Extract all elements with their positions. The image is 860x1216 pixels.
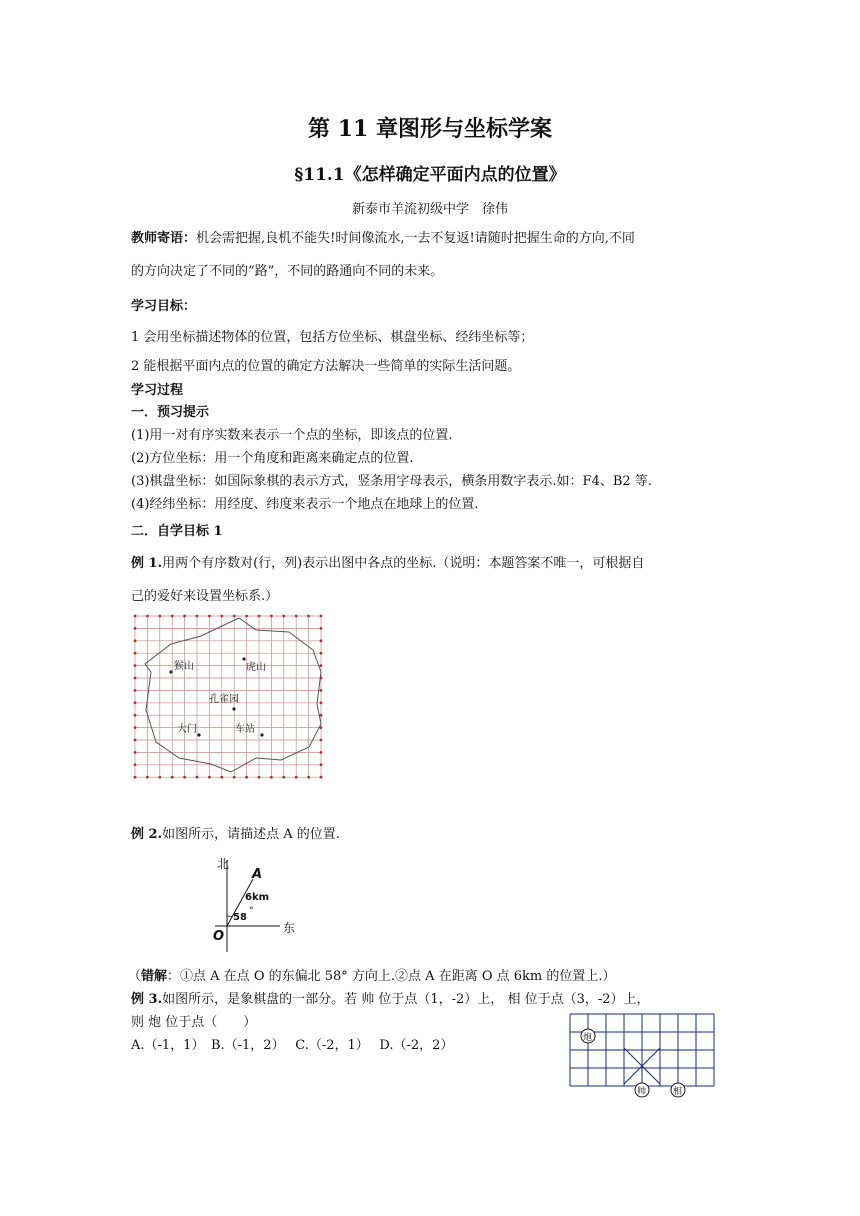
map-label-kongqueyuan: 孔雀园 <box>209 694 239 705</box>
map-grid-node <box>208 615 211 618</box>
example3-line2: 则 炮 位于点（ ） <box>131 1015 257 1030</box>
map-grid-node <box>134 615 137 618</box>
map-grid-node <box>134 751 137 754</box>
chess-board-figure <box>566 1012 720 1104</box>
answer-options: A.（-1，1） B.（-1，2） C.（-2，1） D.（-2，2） <box>131 1038 454 1053</box>
map-point-damen <box>197 733 200 736</box>
map-grid-node <box>233 615 236 618</box>
map-point-hushan <box>242 657 245 660</box>
map-grid-node <box>320 639 323 642</box>
map-grid-node <box>134 726 137 729</box>
goal-1: 1 会用坐标描述物体的位置，包括方位坐标、棋盘坐标、经纬坐标等； <box>131 330 534 345</box>
map-grid-node <box>134 652 137 655</box>
map-grid-node <box>320 776 323 779</box>
chess-grid <box>570 1014 714 1086</box>
map-point-chezhan <box>260 733 263 736</box>
map-grid-node <box>220 615 223 618</box>
map-grid-node <box>134 639 137 642</box>
map-grid-node <box>146 776 149 779</box>
xiang-piece-label: 相 <box>673 1087 683 1097</box>
map-grid-node <box>245 615 248 618</box>
hint-1: (1)用一对有序实数来表示一个点的坐标，即该点的位置. <box>131 428 453 443</box>
map-grid-node <box>320 739 323 742</box>
map-grid-node <box>320 714 323 717</box>
example1-line1: 用两个有序数对(行，列)表示出图中各点的坐标.（说明：本题答案不唯一，可根据自 <box>162 556 645 571</box>
example1-label: 例 1. <box>131 556 163 571</box>
teacher-message-label: 教师寄语： <box>131 231 197 246</box>
map-grid-node <box>307 615 310 618</box>
error-open: （ <box>128 969 142 984</box>
example3 <box>131 988 650 1007</box>
example2-text: 如图所示，请描述点 A 的位置. <box>162 827 340 842</box>
map-label-houshan: 猴山 <box>174 661 194 672</box>
map-grid-node <box>208 776 211 779</box>
teacher-message-line2: 的方向决定了不同的“路”，不同的路通向不同的未来。 <box>131 264 444 279</box>
map-grid-node <box>134 627 137 630</box>
angle-unit: ° <box>249 906 254 916</box>
map-grid-node <box>320 701 323 704</box>
map-grid-node <box>320 763 323 766</box>
point-a-label: A <box>252 867 263 882</box>
map-grid-node <box>196 776 199 779</box>
map-grid-figure <box>131 612 331 786</box>
section1-heading: 一．预习提示 <box>131 405 210 420</box>
process-heading: 学习过程 <box>131 383 184 398</box>
map-grid-node <box>307 776 310 779</box>
map-grid-node <box>270 776 273 779</box>
origin-label: O <box>213 929 225 944</box>
map-grid-node <box>320 689 323 692</box>
map-grid-node <box>134 776 137 779</box>
map-grid-node <box>171 776 174 779</box>
error-solution <box>128 965 616 984</box>
map-grid-node <box>134 763 137 766</box>
map-grid-node <box>320 664 323 667</box>
map-grid-node <box>183 776 186 779</box>
error-text: ：①点 A 在点 O 的东偏北 58° 方向上.②点 A 在距离 O 点 6km 的位置上.） <box>167 969 616 984</box>
map-grid-node <box>282 776 285 779</box>
map-point-kongqueyuan <box>232 707 235 710</box>
map-grid-node <box>258 615 261 618</box>
map-grid-node <box>258 776 261 779</box>
map-grid-node <box>134 714 137 717</box>
map-grid-node <box>134 701 137 704</box>
map-grid-node <box>146 615 149 618</box>
section-subtitle: §11.1《怎样确定平面内点的位置》 <box>294 165 566 185</box>
map-grid-node <box>233 776 236 779</box>
map-grid-node <box>320 751 323 754</box>
pao-piece-label: 炮 <box>583 1033 593 1043</box>
map-grid-node <box>134 689 137 692</box>
map-label-damen: 大门 <box>177 724 197 735</box>
map-grid-node <box>134 677 137 680</box>
shuai-piece-label: 帅 <box>637 1087 647 1097</box>
section2-heading: 二．自学目标 1 <box>131 524 223 539</box>
map-grid-node <box>320 615 323 618</box>
map-grid-node <box>295 776 298 779</box>
hint-3: (3)棋盘坐标：如国际象棋的表示方式，竖条用字母表示，横条用数字表示.如：F4、B2 等. <box>131 474 652 489</box>
author-line: 新泰市羊流初级中学 徐伟 <box>351 202 508 217</box>
map-grid-node <box>171 615 174 618</box>
angle-arc <box>227 916 232 917</box>
map-grid-node <box>158 615 161 618</box>
map-grid-node <box>245 776 248 779</box>
hint-4: (4)经纬坐标：用经度、纬度来表示一个地点在地球上的位置. <box>131 497 479 512</box>
map-grid-node <box>270 615 273 618</box>
compass-figure <box>200 852 305 956</box>
example3-line1: 如图所示，是象棋盘的一部分。若 帅 位于点（1，-2）上， 相 位于点（3，-2）上， <box>162 992 650 1007</box>
example2 <box>131 823 340 842</box>
teacher-message-line1: 机会需把握,良机不能失!时间像流水,一去不复返!请随时把握生命的方向,不同 <box>196 231 635 246</box>
map-grid-node <box>295 615 298 618</box>
map-label-hushan: 虎山 <box>246 662 266 673</box>
map-grid-node <box>196 615 199 618</box>
map-grid-node <box>320 627 323 630</box>
map-grid-node <box>134 739 137 742</box>
example3-label: 例 3. <box>131 992 163 1007</box>
goals-heading: 学习目标： <box>131 299 197 314</box>
map-grid-node <box>158 776 161 779</box>
example1 <box>131 552 644 571</box>
error-label: 错解 <box>141 969 168 984</box>
north-label: 北 <box>217 857 230 871</box>
map-grid-node <box>282 615 285 618</box>
map-grid-node <box>320 652 323 655</box>
map-grid-node <box>183 615 186 618</box>
goal-2: 2 能根据平面内点的位置的确定方法解决一些简单的实际生活问题。 <box>131 359 521 374</box>
example1-line2: 己的爱好来设置坐标系.） <box>131 589 279 604</box>
teacher-message <box>131 227 635 246</box>
example2-label: 例 2. <box>131 827 163 842</box>
east-label: 东 <box>283 921 296 935</box>
map-grid-node <box>134 664 137 667</box>
angle-label: 58 <box>233 912 247 923</box>
map-grid-node <box>220 776 223 779</box>
distance-label: 6km <box>245 892 270 903</box>
hint-2: (2)方位坐标：用一个角度和距离来确定点的位置. <box>131 451 414 466</box>
map-point-houshan <box>169 670 172 673</box>
page-title: 第 11 章图形与坐标学案 <box>308 116 552 142</box>
map-label-chezhan: 车站 <box>235 724 255 735</box>
